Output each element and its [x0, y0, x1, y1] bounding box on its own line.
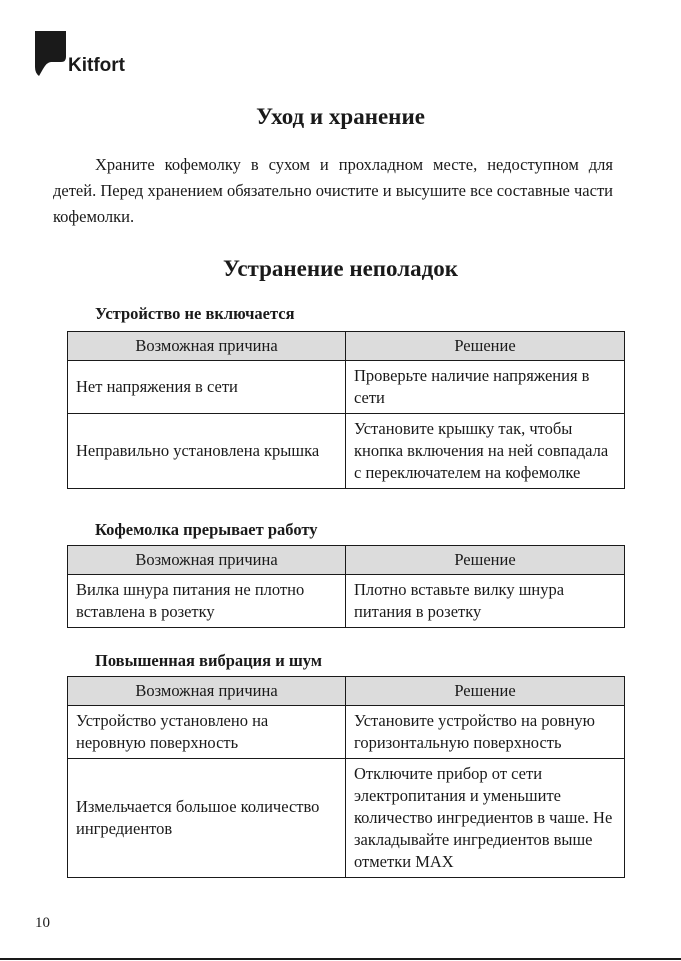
header-cause: Возможная причина — [68, 677, 346, 706]
care-title: Уход и хранение — [256, 104, 425, 129]
page-number: 10 — [35, 915, 50, 931]
solution-cell: Отключите прибор от сети электропитания и уменьшите количество ингредиентов в чаше. Не закладывайте ингредиентов выше отметки MAX — [346, 759, 625, 878]
table-row — [68, 706, 625, 759]
header-solution: Решение — [346, 546, 625, 575]
cause-cell: Устройство установлено на неровную поверхность — [68, 706, 346, 759]
table-row — [68, 414, 625, 489]
care-paragraph: Храните кофемолку в сухом и прохладном месте, недоступном для детей. Перед хранением обязательно очистите и высушите все составные части кофемолки. — [53, 155, 613, 226]
brand-logo — [35, 29, 125, 77]
header-cause: Возможная причина — [68, 546, 346, 575]
brand-name: Kitfort — [68, 55, 125, 76]
header-cause: Возможная причина — [68, 332, 346, 361]
solution-cell: Проверьте наличие напряжения в сети — [346, 361, 625, 414]
page-bottom-divider — [0, 958, 681, 960]
troubleshooting-table-stops-working — [67, 545, 625, 628]
table-header-row — [68, 546, 625, 575]
section-title-vibration-noise: Повышенная вибрация и шум — [95, 651, 323, 670]
table-row — [68, 361, 625, 414]
troubleshooting-title: Устранение неполадок — [222, 256, 459, 281]
table-row — [68, 575, 625, 628]
solution-cell: Установите устройство на ровную горизонтальную поверхность — [346, 706, 625, 759]
header-solution: Решение — [346, 677, 625, 706]
cause-cell: Измельчается большое количество ингредиентов — [68, 759, 346, 878]
solution-cell: Плотно вставьте вилку шнура питания в розетку — [346, 575, 625, 628]
solution-cell: Установите крышку так, чтобы кнопка включения на ней совпадала с переключателем на кофемолке — [346, 414, 625, 489]
header-solution: Решение — [346, 332, 625, 361]
cause-cell: Неправильно установлена крышка — [68, 414, 346, 489]
section-title-stops-working: Кофемолка прерывает работу — [95, 520, 318, 539]
troubleshooting-table-no-power — [67, 331, 625, 489]
kitfort-leaf-logo-icon — [35, 29, 67, 77]
table-header-row — [68, 332, 625, 361]
cause-cell: Нет напряжения в сети — [68, 361, 346, 414]
cause-cell: Вилка шнура питания не плотно вставлена в розетку — [68, 575, 346, 628]
table-row — [68, 759, 625, 878]
table-header-row — [68, 677, 625, 706]
section-title-no-power: Устройство не включается — [95, 304, 295, 323]
troubleshooting-table-vibration-noise — [67, 676, 625, 878]
